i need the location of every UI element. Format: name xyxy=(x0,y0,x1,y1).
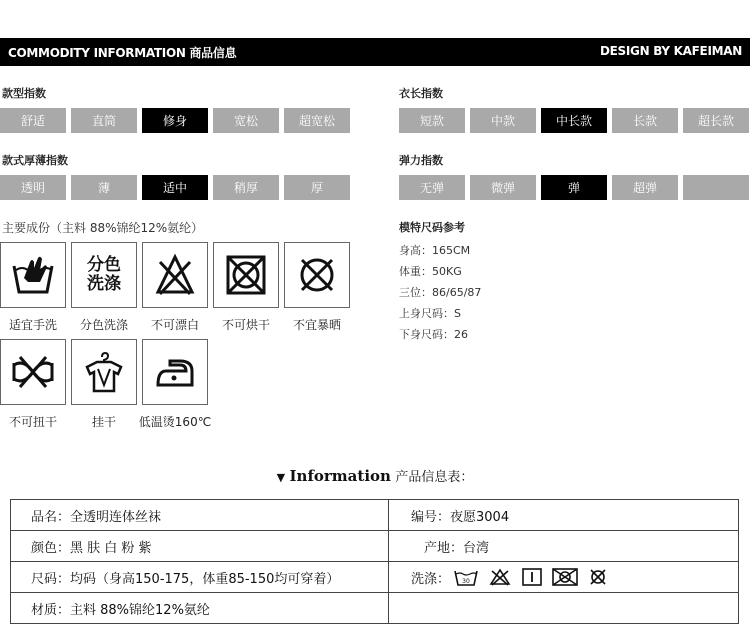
material-cell: 材质：主料 88%锦纶12%氨纶 xyxy=(11,593,389,624)
thickness-option-thick: 厚 xyxy=(284,175,350,200)
length-index-label: 衣长指数 xyxy=(399,87,443,100)
care-item xyxy=(142,242,208,333)
product-info-table xyxy=(10,499,739,624)
dry-clean-small-icon xyxy=(522,568,542,586)
care-item xyxy=(284,242,350,333)
fit-option-loose: 宽松 xyxy=(213,108,279,133)
table-row xyxy=(11,562,738,593)
fit-option-comfort: 舒适 xyxy=(0,108,66,133)
no-bleach-icon xyxy=(142,242,208,308)
model-height: 身高：165CM xyxy=(399,244,471,257)
wash-cell xyxy=(389,562,738,592)
brand-design-title: DESIGN BY KAFEIMAN xyxy=(599,44,742,58)
wash-temperature: 30 xyxy=(462,578,470,585)
care-item xyxy=(71,242,137,333)
size-cell: 尺码：均码（身高150-175，体重85-150均可穿着） xyxy=(11,562,389,592)
separate-wash-text-2: 洗涤 xyxy=(87,274,121,294)
separate-wash-text-1: 分色 xyxy=(87,255,121,275)
header-bar xyxy=(0,38,750,66)
wash-icons xyxy=(454,568,618,586)
color-cell: 颜色：黑 肤 白 粉 紫 xyxy=(11,531,389,561)
no-sun-dry-icon xyxy=(284,242,350,308)
product-name-cell: 品名：全透明连体丝袜 xyxy=(11,500,389,530)
no-sun-dry-small-icon xyxy=(588,568,608,586)
model-size-title: 模特尺码参考 xyxy=(399,221,465,234)
thickness-option-thin: 薄 xyxy=(71,175,137,200)
care-caption: 分色洗涤 xyxy=(79,318,128,332)
thickness-option-medium-selected: 适中 xyxy=(142,175,208,200)
model-bottom-size: 下身尺码：26 xyxy=(399,328,468,341)
length-option-medium: 中款 xyxy=(470,108,536,133)
empty-cell xyxy=(389,593,738,624)
no-bleach-small-icon xyxy=(488,568,512,586)
no-tumble-dry-icon xyxy=(213,242,279,308)
origin-cell: 产地：台湾 xyxy=(424,540,490,556)
length-option-mid-long-selected: 中长款 xyxy=(541,108,607,133)
triangle-down-icon: ▼ xyxy=(276,471,286,484)
low-iron-icon xyxy=(142,339,208,405)
thickness-index-label: 款式厚薄指数 xyxy=(2,154,68,167)
elasticity-option-elastic-selected: 弹 xyxy=(541,175,607,200)
care-item xyxy=(138,339,212,430)
elasticity-index-label: 弹力指数 xyxy=(399,154,443,167)
care-caption: 低温烫160℃ xyxy=(138,415,212,429)
length-option-short: 短款 xyxy=(399,108,465,133)
fit-index-label: 款型指数 xyxy=(2,87,46,100)
length-index-options xyxy=(399,108,750,133)
table-row xyxy=(11,531,738,562)
care-caption: 适宜手洗 xyxy=(8,318,57,332)
fit-option-straight: 直筒 xyxy=(71,108,137,133)
no-wring-icon xyxy=(0,339,66,405)
model-top-size: 上身尺码：S xyxy=(399,307,461,320)
thickness-index-options xyxy=(0,175,355,200)
care-caption: 不可扭干 xyxy=(8,415,57,429)
care-caption: 挂干 xyxy=(91,415,116,429)
information-heading-en: Information xyxy=(289,467,391,485)
fit-index-options xyxy=(0,108,355,133)
wash-30-icon xyxy=(454,568,478,586)
separate-color-wash-icon xyxy=(71,242,137,308)
product-code-cell: 编号：夜愿3004 xyxy=(411,509,510,525)
information-heading xyxy=(0,466,750,485)
care-item xyxy=(71,339,137,430)
fit-option-extra-loose: 超宽松 xyxy=(284,108,350,133)
care-caption: 不可烘干 xyxy=(221,318,270,332)
table-row xyxy=(11,500,738,531)
care-caption: 不可漂白 xyxy=(150,318,199,332)
no-tumble-dry-small-icon xyxy=(552,568,578,586)
composition-text: 主要成份（主料 88%锦纶12%氨纶） xyxy=(2,221,204,235)
commodity-info-title: COMMODITY INFORMATION 商品信息 xyxy=(8,46,237,60)
thickness-option-transparent: 透明 xyxy=(0,175,66,200)
model-weight: 体重：50KG xyxy=(399,265,462,278)
elasticity-index-options xyxy=(399,175,750,200)
care-item xyxy=(0,339,66,430)
model-measurements: 三位：86/65/87 xyxy=(399,286,482,299)
wash-label: 洗涤： xyxy=(411,571,451,587)
thickness-option-slightly-thick: 稍厚 xyxy=(213,175,279,200)
elasticity-option-super: 超弹 xyxy=(612,175,678,200)
hang-dry-icon xyxy=(71,339,137,405)
information-heading-cn: 产品信息表： xyxy=(395,470,474,485)
length-option-long: 长款 xyxy=(612,108,678,133)
fit-option-slim-selected: 修身 xyxy=(142,108,208,133)
elasticity-option-none: 无弹 xyxy=(399,175,465,200)
hand-wash-icon xyxy=(0,242,66,308)
care-item xyxy=(213,242,279,333)
table-row xyxy=(11,593,738,624)
elasticity-option-blank xyxy=(683,175,749,200)
elasticity-option-slight: 微弹 xyxy=(470,175,536,200)
care-item xyxy=(0,242,66,333)
length-option-extra-long: 超长款 xyxy=(683,108,749,133)
care-caption: 不宜暴晒 xyxy=(292,318,341,332)
